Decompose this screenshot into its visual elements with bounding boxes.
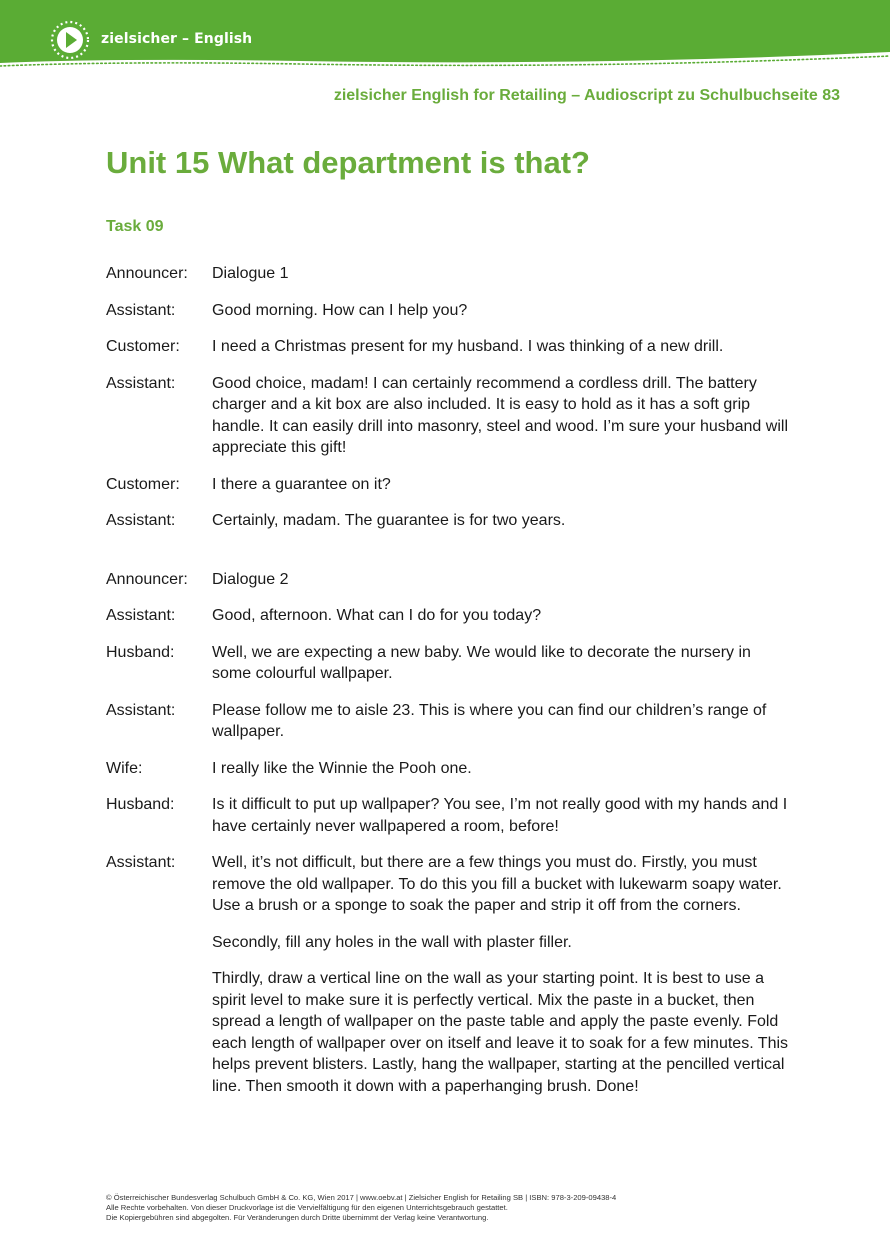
speech-paragraph: Dialogue 2 <box>212 570 289 588</box>
speech-paragraph: Well, it’s not difficult, but there are a few things you must do. Firstly, you must remove the old wallpaper. To do this you fill a bucket with lukewarm soapy water. Use a brush or a sponge to soak the paper and strip it off from the corners. <box>212 854 782 914</box>
speech-paragraph: I really like the Winnie the Pooh one. <box>212 759 472 777</box>
speech-text <box>212 474 790 496</box>
speech-paragraph: Good, afternoon. What can I do for you today? <box>212 607 542 624</box>
speech-text <box>212 642 790 685</box>
speaker-label: Husband: <box>106 643 175 661</box>
audioscript <box>106 263 796 1112</box>
brand-name: zielsicher – English <box>101 31 253 47</box>
speech-paragraph: Good morning. How can I help you? <box>212 301 468 319</box>
speaker-label: Assistant: <box>106 512 176 529</box>
speech-paragraph: I need a Christmas present for my husband. I was thinking of a new drill. <box>212 338 724 355</box>
speech-text <box>212 794 790 837</box>
script-line <box>106 510 796 532</box>
script-line <box>106 852 796 1097</box>
script-line <box>106 569 796 591</box>
script-line <box>106 474 796 496</box>
speech-text <box>212 758 790 780</box>
speech-text <box>212 700 790 743</box>
speech-text <box>212 263 790 285</box>
script-line <box>106 336 796 358</box>
speech-text <box>212 605 790 627</box>
script-line <box>106 373 796 459</box>
script-line <box>106 642 796 685</box>
speaker-label: Assistant: <box>106 374 176 392</box>
speech-paragraph: Well, we are expecting a new baby. We would like to decorate the nursery in some colourful wallpaper. <box>212 643 751 682</box>
footer-line: © Österreichischer Bundesverlag Schulbuch GmbH & Co. KG, Wien 2017 | www.oebv.at | Zielsicher English for Retailing SB | ISBN: 978-3-209-09438-4 <box>106 1193 617 1202</box>
speaker-label: Customer: <box>106 475 180 493</box>
speaker-label: Assistant: <box>106 854 176 871</box>
task-label: Task 09 <box>106 218 164 235</box>
script-line <box>106 300 796 322</box>
speaker-label: Customer: <box>106 338 180 355</box>
speech-paragraph: Certainly, madam. The guarantee is for two years. <box>212 512 566 529</box>
speech-text <box>212 569 790 591</box>
script-line <box>106 263 796 285</box>
footer-line: Die Kopiergebühren sind abgegolten. Für Veränderungen durch Dritte übernimmt der Verlag keine Verantwortung. <box>106 1213 489 1222</box>
speech-text <box>212 373 790 459</box>
footer-line: Alle Rechte vorbehalten. Von dieser Druckvorlage ist die Vervielfältigung für den eigenen Unterrichtsgebrauch gestattet. <box>106 1203 508 1212</box>
speaker-label: Assistant: <box>106 701 176 719</box>
speech-text <box>212 300 790 322</box>
speech-text <box>212 336 790 358</box>
script-line <box>106 794 796 837</box>
script-line <box>106 758 796 780</box>
script-line <box>106 605 796 627</box>
speaker-label: Assistant: <box>106 607 176 624</box>
speaker-label: Announcer: <box>106 265 188 282</box>
header-banner <box>0 0 890 80</box>
speech-paragraph: Please follow me to aisle 23. This is where you can find our children’s range of wallpaper. <box>212 701 767 740</box>
speaker-label: Assistant: <box>106 301 176 319</box>
copyright-footer <box>106 1193 806 1223</box>
speech-paragraph: Good choice, madam! I can certainly recommend a cordless drill. The battery charger and a kit box are also included. It is easy to hold as it has a soft grip handle. It can easily drill into masonry, steel and wood. I’m sure your husband will appreciate this gift! <box>212 374 788 456</box>
speech-paragraph: Secondly, fill any holes in the wall with plaster filler. <box>212 933 572 951</box>
speech-paragraph: Thirdly, draw a vertical line on the wall as your starting point. It is best to use a spirit level to make sure it is perfectly vertical. Mix the paste in a bucket, then spread a length of wallpaper on the paste table and apply the paste evenly. Fold each length of wallpaper over on itself and leave it to soak for a few minutes. This helps prevent blisters. Lastly, hang the wallpaper, starting at the pencilled vertical line. Then smooth it down with a paperhanging brush. Done! <box>212 970 789 1095</box>
speech-paragraph: Is it difficult to put up wallpaper? You see, I’m not really good with my hands and I have certainly never wallpapered a room, before! <box>212 796 788 835</box>
speaker-label: Wife: <box>106 759 143 777</box>
speech-text <box>212 510 790 532</box>
speech-paragraph: Dialogue 1 <box>212 265 289 282</box>
unit-title: Unit 15 What department is that? <box>106 145 590 180</box>
speaker-label: Husband: <box>106 796 175 813</box>
speech-paragraph: I there a guarantee on it? <box>212 475 391 493</box>
speech-text <box>212 852 790 1097</box>
script-line <box>106 700 796 743</box>
speaker-label: Announcer: <box>106 570 188 588</box>
running-head: zielsicher English for Retailing – Audioscript zu Schulbuchseite 83 <box>333 87 840 104</box>
